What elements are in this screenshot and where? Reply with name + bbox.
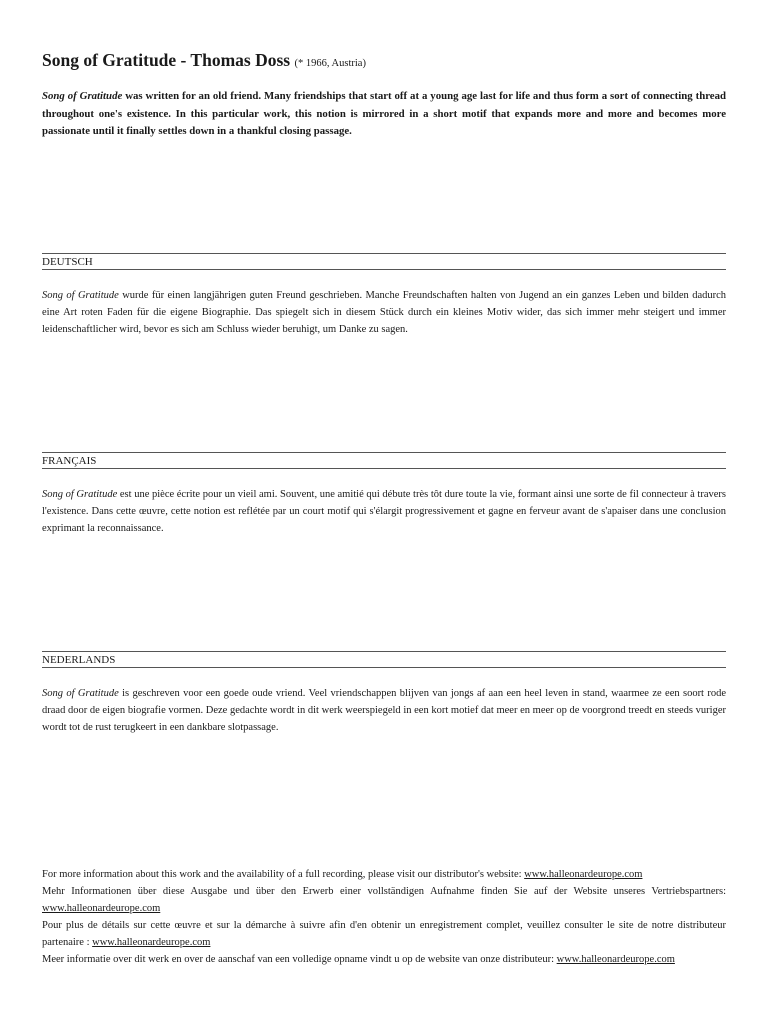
footer-german-text: Mehr Informationen über diese Ausgabe und über den Erwerb einer vollständigen Aufnahme finden Sie auf der Website unseres Vertriebspartners: — [42, 886, 726, 897]
section-rule-bottom — [42, 667, 726, 668]
section-francais — [42, 452, 726, 537]
footer-french-text: Pour plus de détails sur cette œuvre et sur la démarche à suivre afin d'en obtenir un enregistrement complet, veuillez consulter le site de notre distributeur partenaire : — [42, 920, 726, 948]
page-title — [42, 50, 726, 71]
footer-dutch — [42, 951, 726, 968]
distributor-link[interactable]: www.halleonardeurope.com — [556, 954, 675, 965]
section-rule-bottom — [42, 269, 726, 270]
section-rule-bottom — [42, 468, 726, 469]
section-body — [42, 287, 726, 338]
distributor-link[interactable]: www.halleonardeurope.com — [524, 869, 643, 880]
footer-french — [42, 917, 726, 951]
section-text: est une pièce écrite pour un vieil ami. Souvent, une amitié qui débute très tôt dure toute la vie, formant ainsi une sorte de fil connecteur à travers l'existence. Dans cette œuvre, cette notion est reflétée par un court motif qui s'élargit progressivement et gagne en ferveur avant de s'apaiser dans une conclusion exprimant la reconnaissance. — [42, 489, 726, 534]
section-nederlands — [42, 651, 726, 736]
section-deutsch — [42, 253, 726, 338]
footer-german — [42, 883, 726, 917]
section-heading: DEUTSCH — [42, 256, 93, 268]
distributor-info — [42, 866, 726, 968]
section-heading: NEDERLANDS — [42, 654, 116, 666]
section-work-title: Song of Gratitude — [42, 489, 118, 500]
title-main: Song of Gratitude - Thomas Doss — [42, 50, 291, 70]
section-work-title: Song of Gratitude — [42, 290, 119, 301]
title-composer-dates: (* 1966, Austria) — [294, 58, 366, 69]
section-text: is geschreven voor een goede oude vriend. Veel vriendschappen blijven van jongs af aan een heel leven in stand, waarmee ze een soort rode draad door de eigen biografie vormen. Deze gedachte wordt in dit werk weerspiegeld in een kort motief dat meer en meer op de voorgrond treedt en steeds vuriger wordt tot de rust terugkeert in een dankbare slotpassage. — [42, 688, 727, 733]
intro-work-title: Song of Gratitude — [42, 90, 123, 102]
section-work-title: Song of Gratitude — [42, 688, 119, 699]
distributor-link[interactable]: www.halleonardeurope.com — [92, 937, 211, 948]
footer-english — [42, 866, 726, 883]
footer-dutch-text: Meer informatie over dit werk en over de aanschaf van een volledige opname vindt u op de website van onze distributeur: — [42, 954, 557, 965]
intro-paragraph — [42, 88, 726, 141]
section-heading: FRANÇAIS — [42, 455, 97, 467]
footer-english-text: For more information about this work and the availability of a full recording, please visit our distributor's website: — [42, 869, 525, 880]
section-body — [42, 685, 726, 736]
intro-text: was written for an old friend. Many friendships that start off at a young age last for life and thus form a sort of connecting thread throughout one's existence. In this particular work, this notion is mirrored in a short motif that expands more and more and becomes more passionate until it finally settles down in a thankful closing passage. — [42, 90, 726, 137]
distributor-link[interactable]: www.halleonardeurope.com — [42, 903, 161, 914]
section-text: wurde für einen langjährigen guten Freund geschrieben. Manche Freundschaften halten von Jugend an ein ganzes Leben und bilden dadurch eine Art roten Faden für die eigene Biographie. Das spiegelt sich in diesem Stück durch ein kleines Motiv wider, das sich immer mehr steigert und immer leidenschaftlicher wird, bevor es sich am Schluss wieder beruhigt, um Danke zu sagen. — [42, 290, 727, 335]
section-body — [42, 486, 726, 537]
